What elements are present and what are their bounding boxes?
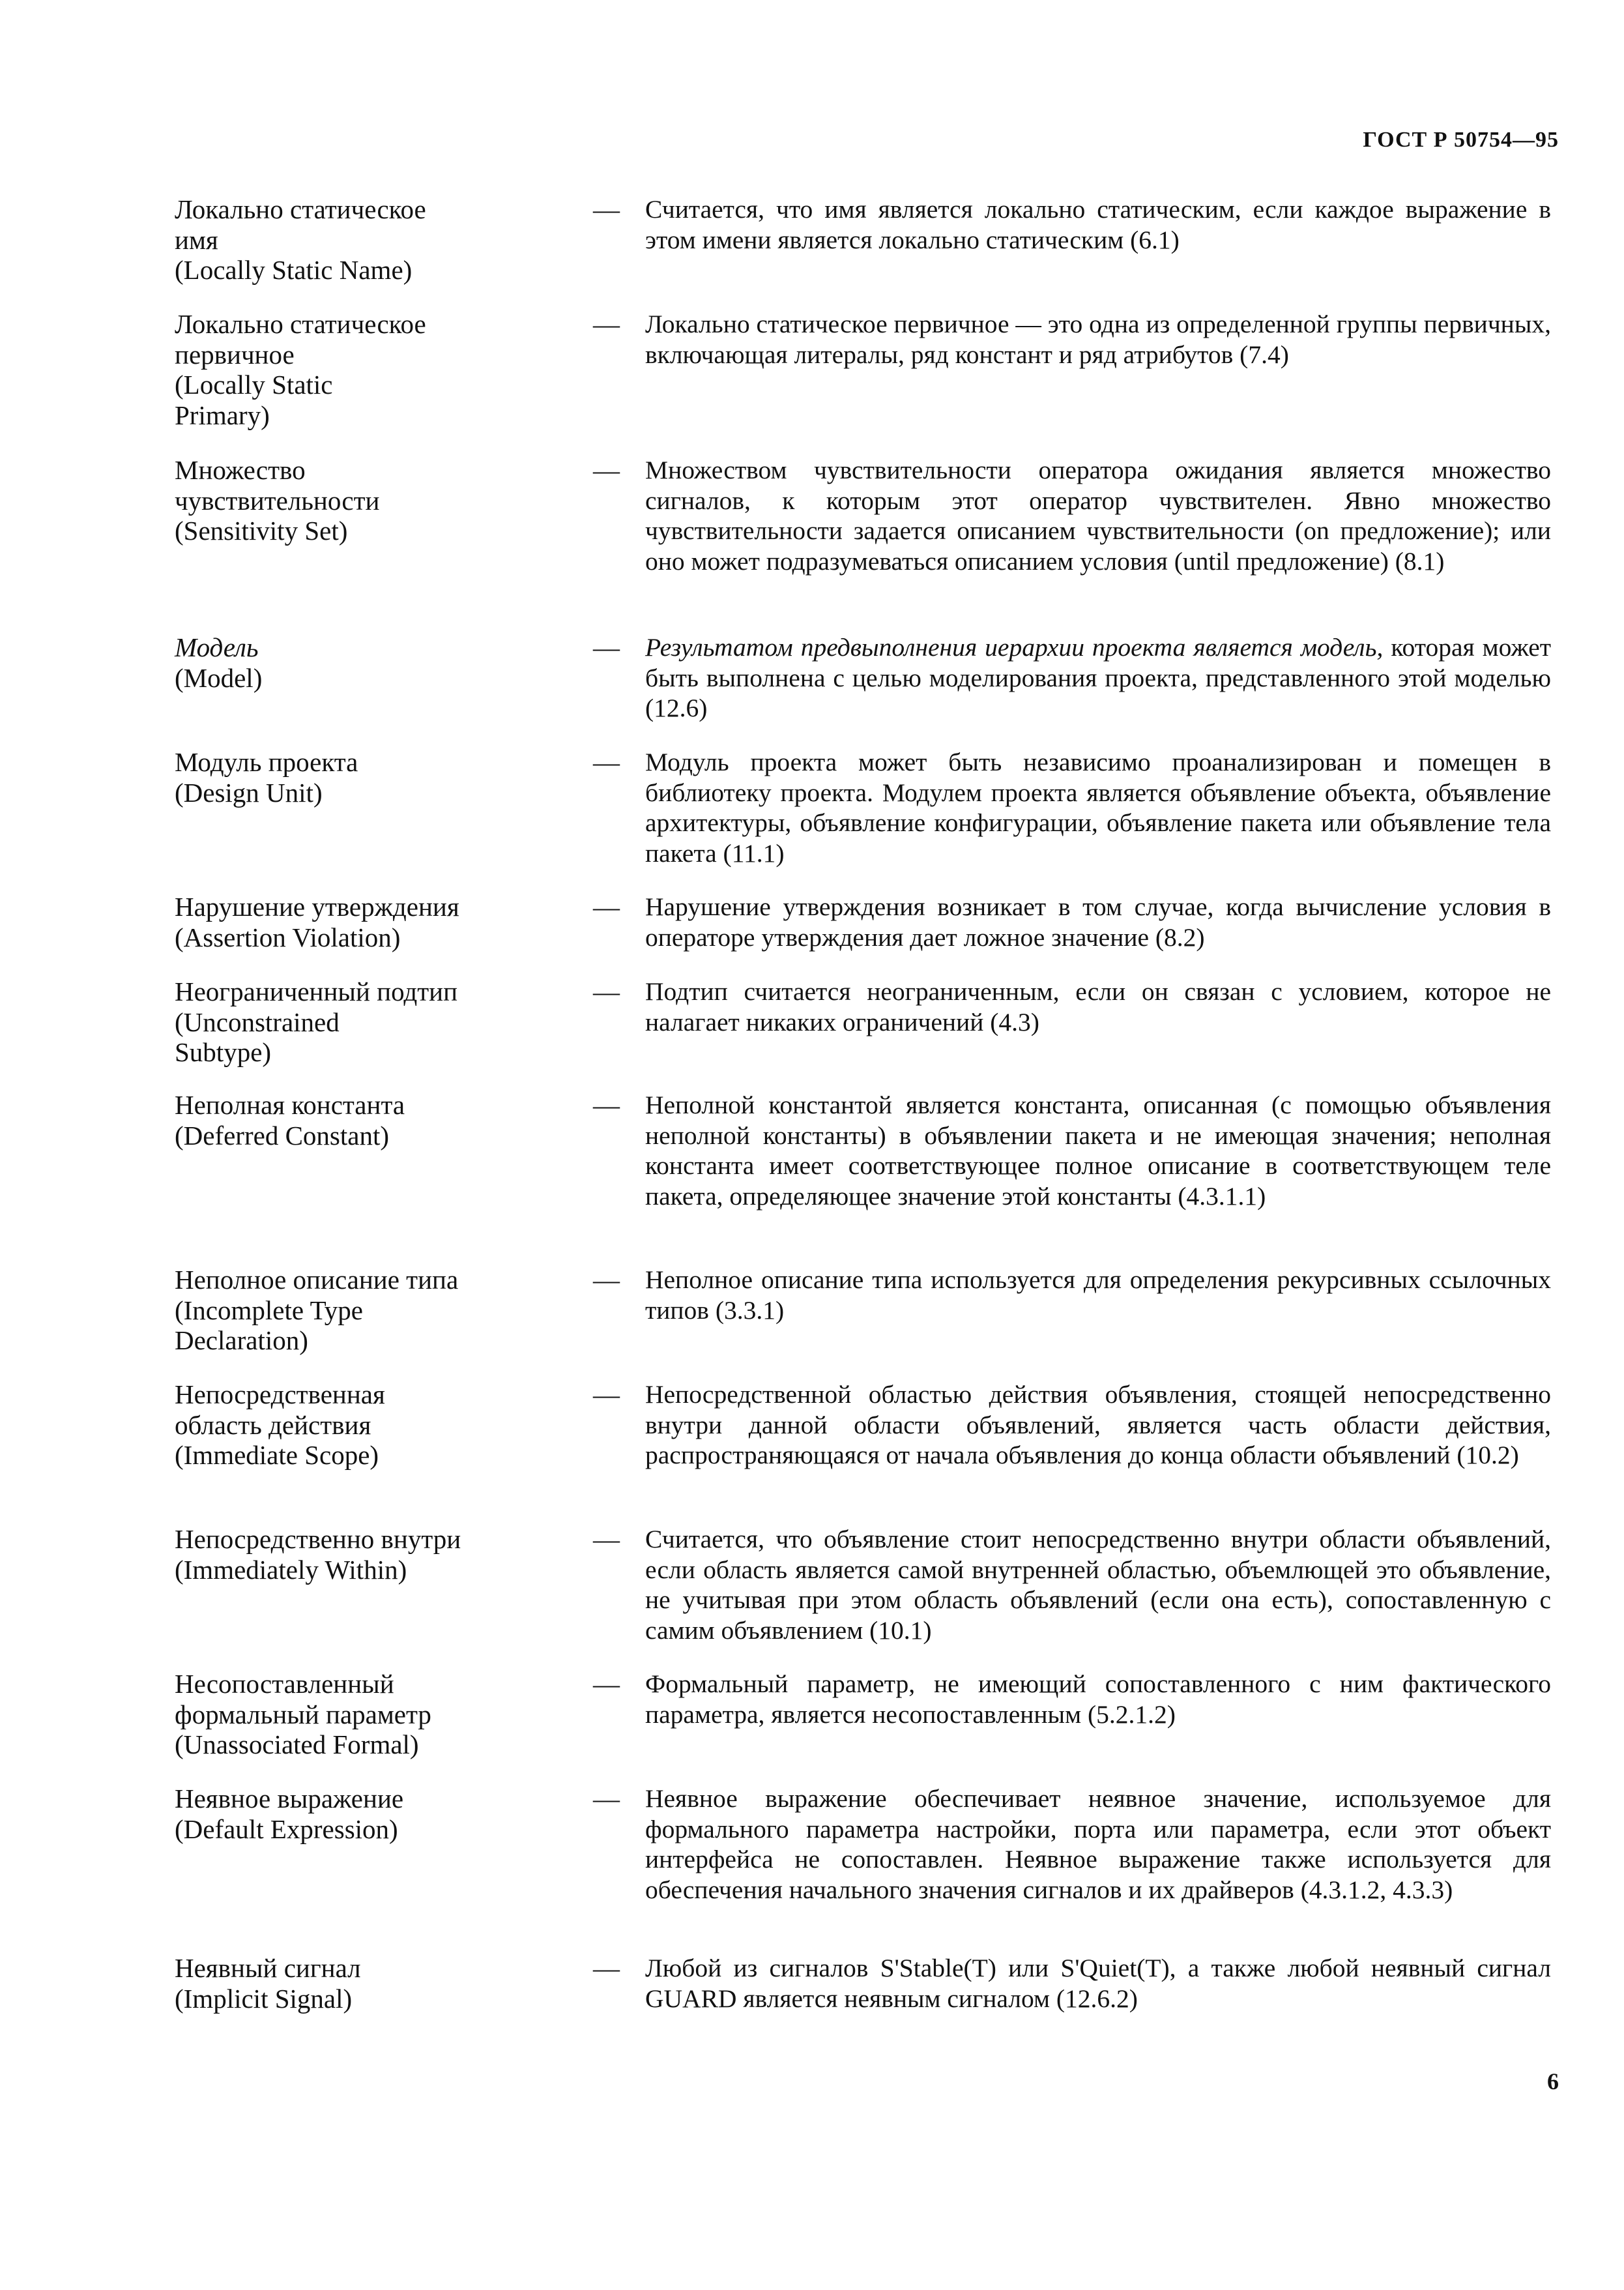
definition: Считается, что имя является локально статическим, если каждое выражение в этом имени является локально статическим (6.1): [645, 195, 1551, 254]
glossary-entry: [0, 976, 1624, 1090]
dash: —: [593, 892, 620, 922]
glossary-entry: [0, 309, 1624, 455]
dash: —: [593, 194, 620, 224]
glossary-entry: [0, 1379, 1624, 1524]
term-line: область действия: [175, 1409, 371, 1440]
dash: —: [593, 1379, 620, 1409]
dash: —: [593, 309, 620, 339]
term-line: Declaration): [175, 1325, 308, 1355]
term-line: формальный параметр: [175, 1699, 431, 1729]
term: [175, 194, 585, 286]
term: [175, 976, 585, 1068]
definition: Любой из сигналов S'Stable(T) или S'Quiet(T), а также любой неявный сигнал GUARD является неявным сигналом (12.6.2): [645, 1954, 1551, 2013]
term-line: Модель: [175, 632, 259, 662]
term-line: Неполная константа: [175, 1090, 405, 1120]
definition: Непосредственной областью действия объявления, стоящей непосредственно внутри данной области объявлений, является часть области действия, распространяющаяся от начала объявления до конца области объявлений (10.2): [645, 1380, 1551, 1469]
glossary-entry: [0, 1524, 1624, 1669]
dash: —: [593, 1265, 620, 1295]
term-line: Множество: [175, 455, 306, 485]
glossary-entry: [0, 1265, 1624, 1379]
term-line: (Design Unit): [175, 777, 323, 808]
term-line: Непосредственная: [175, 1379, 385, 1409]
definition: Неполное описание типа используется для определения рекурсивных ссылочных типов (3.3.1): [645, 1265, 1551, 1325]
term-line: Неограниченный подтип: [175, 976, 458, 1006]
term-line: Неявный сигнал: [175, 1953, 361, 1983]
definition: Модуль проекта может быть независимо проанализирован и помещен в библиотеку проекта. Модулем проекта является объявление объекта, объявление архитектуры, объявление конфигурации, объявление пакета или объявление тела пакета (11.1): [645, 748, 1551, 868]
term-line: (Assertion Violation): [175, 922, 401, 952]
term: [175, 1953, 585, 2014]
page-number: 6: [1547, 2068, 1559, 2094]
glossary-entry: [0, 1953, 1624, 2016]
term-line: первичное: [175, 339, 295, 370]
term-line: Subtype): [175, 1037, 272, 1067]
definition: Считается, что объявление стоит непосредственно внутри области объявлений, если область является самой внутренней областью, объемлющей это объявление, не учитывая при этом область объявлений (если она есть), сопоставленную с самим объявлением (10.1): [645, 1525, 1551, 1645]
dash: —: [593, 1784, 620, 1813]
term-line: Локально статическое: [175, 309, 426, 339]
definition: Локально статическое первичное — это одна из определенной группы первичных, включающая литералы, ряд констант и ряд атрибутов (7.4): [645, 310, 1551, 369]
term-line: Непосредственно внутри: [175, 1524, 461, 1554]
definition: Неполной константой является константа, описанная (с помощью объявления неполной константы) в объявлении пакета и не имеющая значения; неполная константа имеет соответствующее полное описание в соответствующем теле пакета, определяющее значение этой константы (4.3.1.1): [645, 1091, 1551, 1211]
term-line: (Unassociated Formal): [175, 1729, 419, 1759]
term: [175, 1524, 585, 1585]
term: [175, 1090, 585, 1151]
glossary-entry: [0, 1669, 1624, 1784]
term-line: (Default Expression): [175, 1813, 398, 1844]
dash: —: [593, 1524, 620, 1554]
term-line: Нарушение утверждения: [175, 892, 459, 922]
term-line: чувствительности: [175, 485, 380, 516]
definition: Нарушение утверждения возникает в том случае, когда вычисление условия в операторе утверждения дает ложное значение (8.2): [645, 892, 1551, 952]
definition: Множеством чувствительности оператора ожидания является множество сигналов, к которым этот оператор чувствителен. Явно множество чувствительности задается описанием чувствительности (on предложение); или оно может подразумеваться описанием условия (until предложение) (8.1): [645, 456, 1551, 576]
term-line: (Unconstrained: [175, 1006, 340, 1037]
term: [175, 747, 585, 808]
term: [175, 1784, 585, 1844]
term-line: Неполное описание типа: [175, 1265, 459, 1295]
term-line: Локально статическое: [175, 194, 426, 224]
term: [175, 309, 585, 430]
dash: —: [593, 1669, 620, 1699]
glossary-entry: [0, 747, 1624, 892]
term-line: (Incomplete Type: [175, 1295, 363, 1325]
term-line: (Sensitivity Set): [175, 516, 348, 546]
definition: Подтип считается неограниченным, если он связан с условием, которое не налагает никаких ограничений (4.3): [645, 977, 1551, 1036]
standard-header: ГОСТ Р 50754—95: [1363, 128, 1559, 152]
term-line: (Locally Static Name): [175, 255, 413, 285]
dash: —: [593, 976, 620, 1006]
dash: —: [593, 455, 620, 485]
term-line: Несопоставленный: [175, 1669, 394, 1699]
definition: Формальный параметр, не имеющий сопоставленного с ним фактического параметра, является несопоставленным (5.2.1.2): [645, 1669, 1551, 1729]
glossary-entry: [0, 455, 1624, 632]
term: [175, 1379, 585, 1471]
glossary-entry: [0, 892, 1624, 976]
term-line: (Model): [175, 662, 263, 693]
dash: —: [593, 1953, 620, 1983]
glossary-entry: [0, 632, 1624, 747]
term: [175, 632, 585, 693]
term: [175, 1669, 585, 1760]
term-line: (Immediately Within): [175, 1554, 407, 1585]
glossary-entry: [0, 194, 1624, 309]
term-line: Неявное выражение: [175, 1784, 404, 1813]
term-line: имя: [175, 224, 218, 255]
glossary-entry: [0, 1784, 1624, 1953]
definition-rest: которая может быть выполнена с целью моделирования проекта, представленного этой моделью (12.6): [645, 633, 1552, 722]
term: [175, 1265, 585, 1356]
definition-italic: Результатом предвыполнения иерархии проекта является модель,: [645, 633, 1384, 662]
term-line: Primary): [175, 400, 270, 430]
dash: —: [593, 632, 620, 662]
term-line: (Implicit Signal): [175, 1983, 353, 2014]
term-line: (Immediate Scope): [175, 1440, 379, 1470]
term: [175, 455, 585, 546]
definition: [645, 632, 1551, 724]
dash: —: [593, 1090, 620, 1120]
dash: —: [593, 747, 620, 777]
term: [175, 892, 585, 952]
term-line: (Deferred Constant): [175, 1120, 390, 1151]
term-line: (Locally Static: [175, 370, 333, 400]
glossary-entry: [0, 1090, 1624, 1265]
definition: Неявное выражение обеспечивает неявное значение, используемое для формального параметра настройки, порта или параметра, если этот объект интерфейса не сопоставлен. Неявное выражение также используется для обеспечения начального значения сигналов и их драйверов (4.3.1.2, 4.3.3): [645, 1784, 1551, 1904]
term-line: Модуль проекта: [175, 747, 358, 777]
glossary: [0, 194, 1624, 2016]
